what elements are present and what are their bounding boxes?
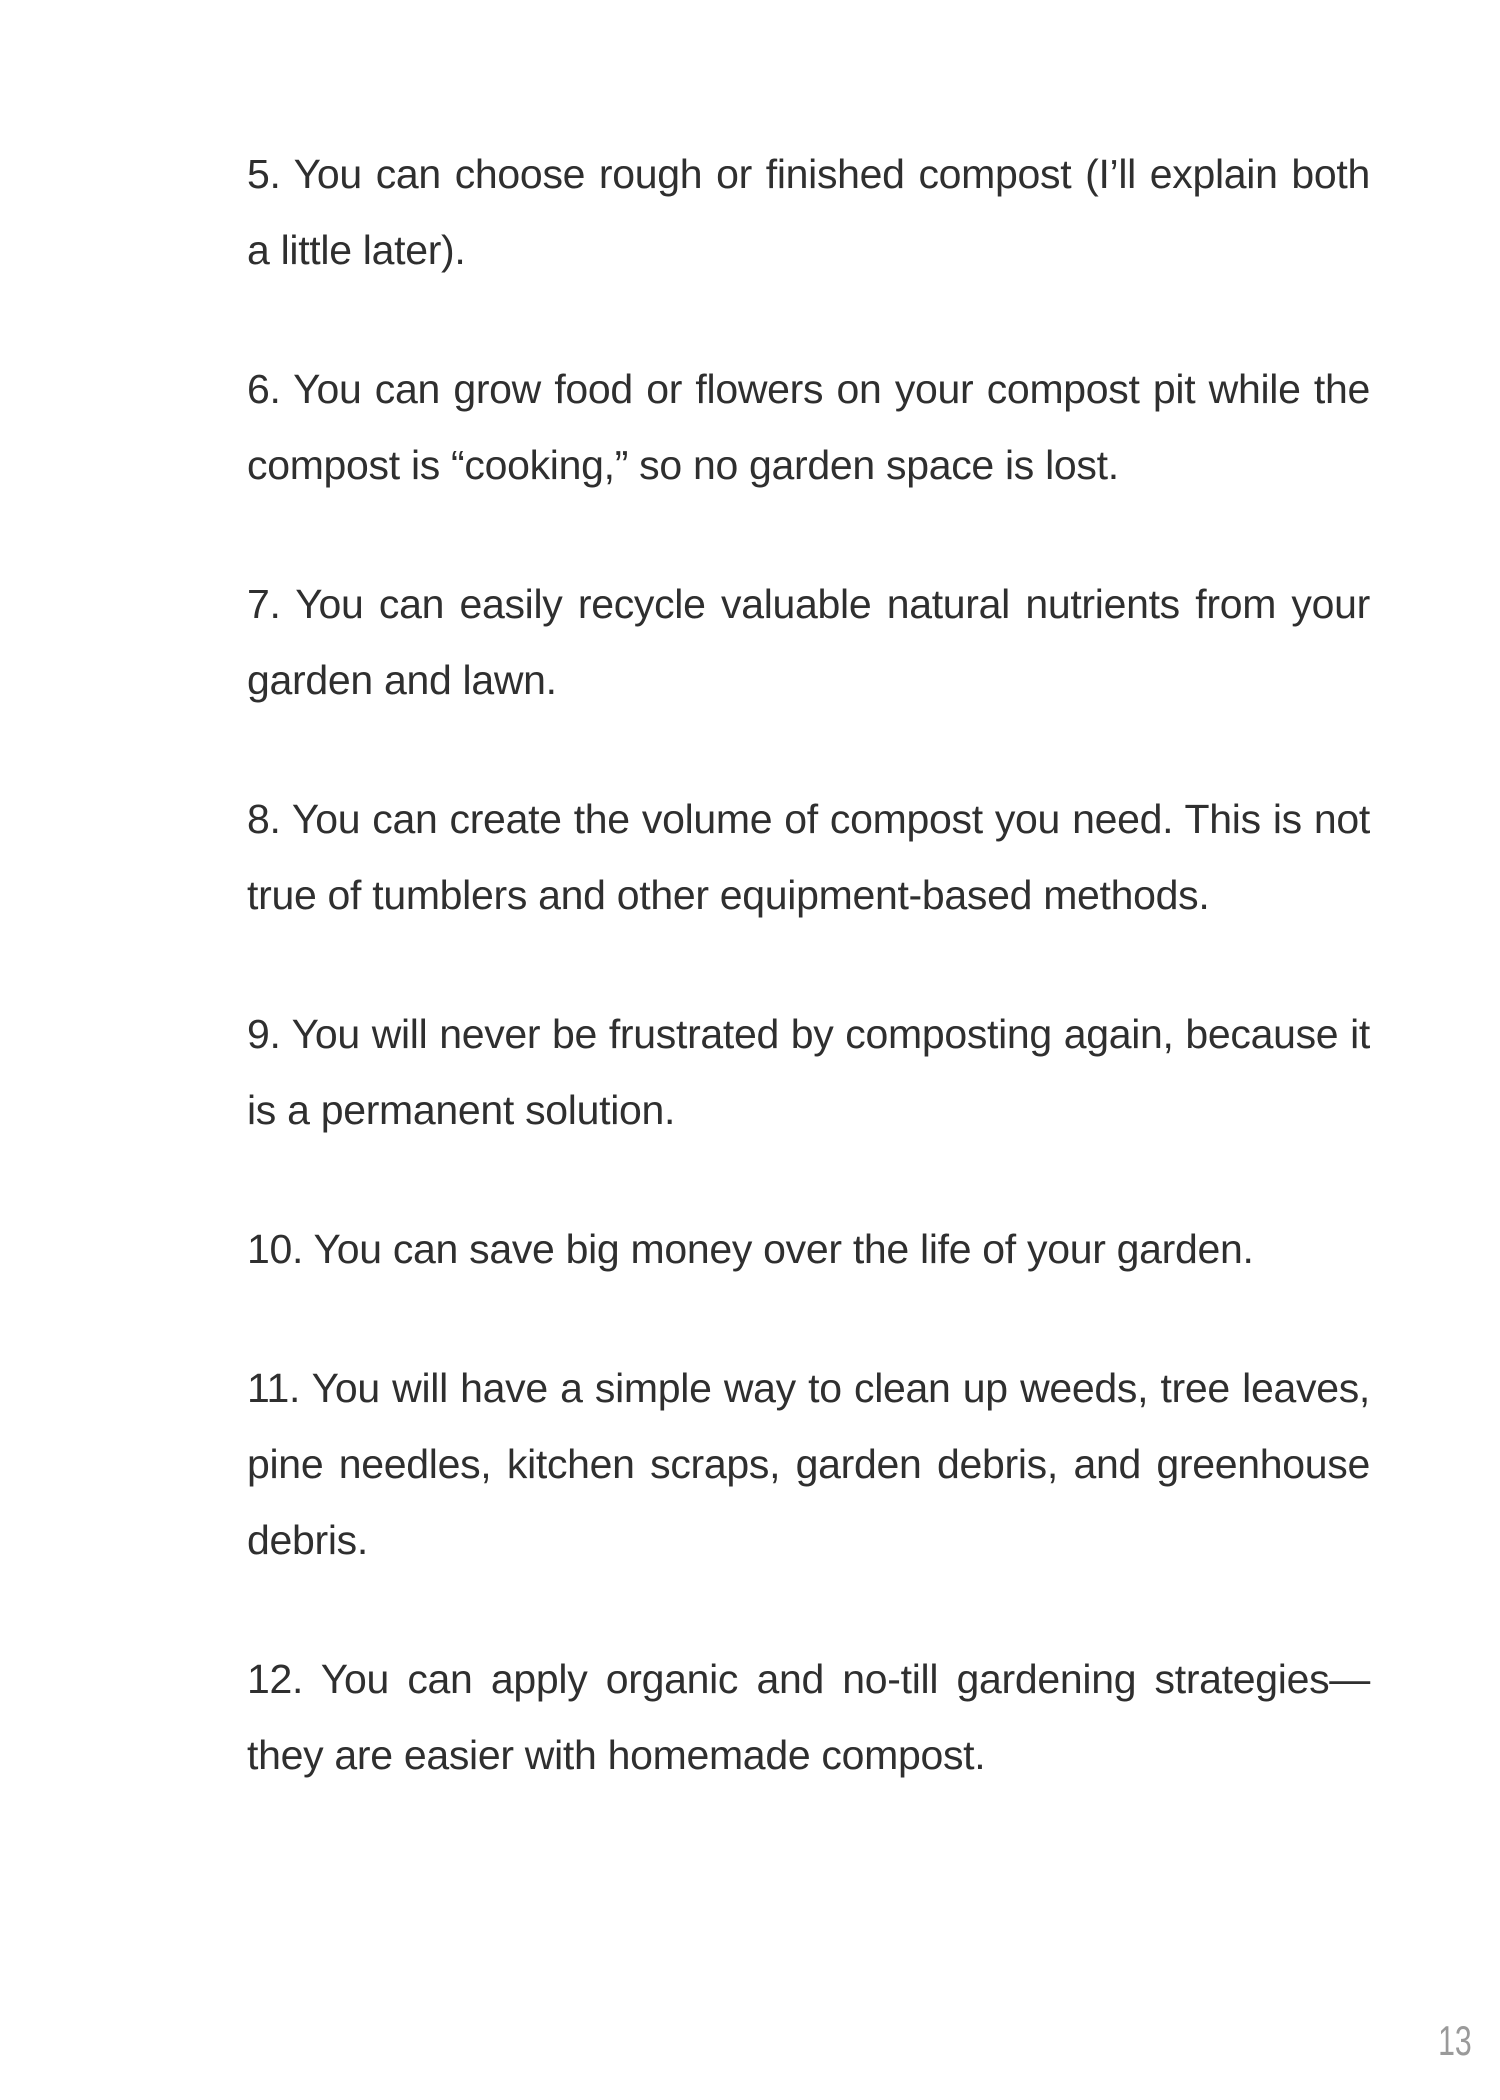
list-item-8: 8. You can create the volume of compost you need. This is not true of tumblers and other equipment-based methods. [247,796,1370,918]
numbered-list [247,136,1370,1856]
list-item-7: 7. You can easily recycle valuable natural nutrients from your garden and lawn. [247,581,1370,703]
list-item-5: 5. You can choose rough or finished compost (I’ll explain both a little later). [247,151,1370,273]
list-item-11: 11. You will have a simple way to clean up weeds, tree leaves, pine needles, kitchen scraps, garden debris, and greenhouse debris. [247,1365,1370,1563]
page-number: 13 [1438,2017,1472,2064]
list-item-12: 12. You can apply organic and no-till gardening strategies—they are easier with homemade compost. [247,1656,1370,1778]
list-item-6: 6. You can grow food or flowers on your compost pit while the compost is “cooking,” so no garden space is lost. [247,366,1370,488]
list-item-9: 9. You will never be frustrated by composting again, because it is a permanent solution. [247,1011,1370,1133]
list-item-10: 10. You can save big money over the life of your garden. [247,1226,1254,1272]
